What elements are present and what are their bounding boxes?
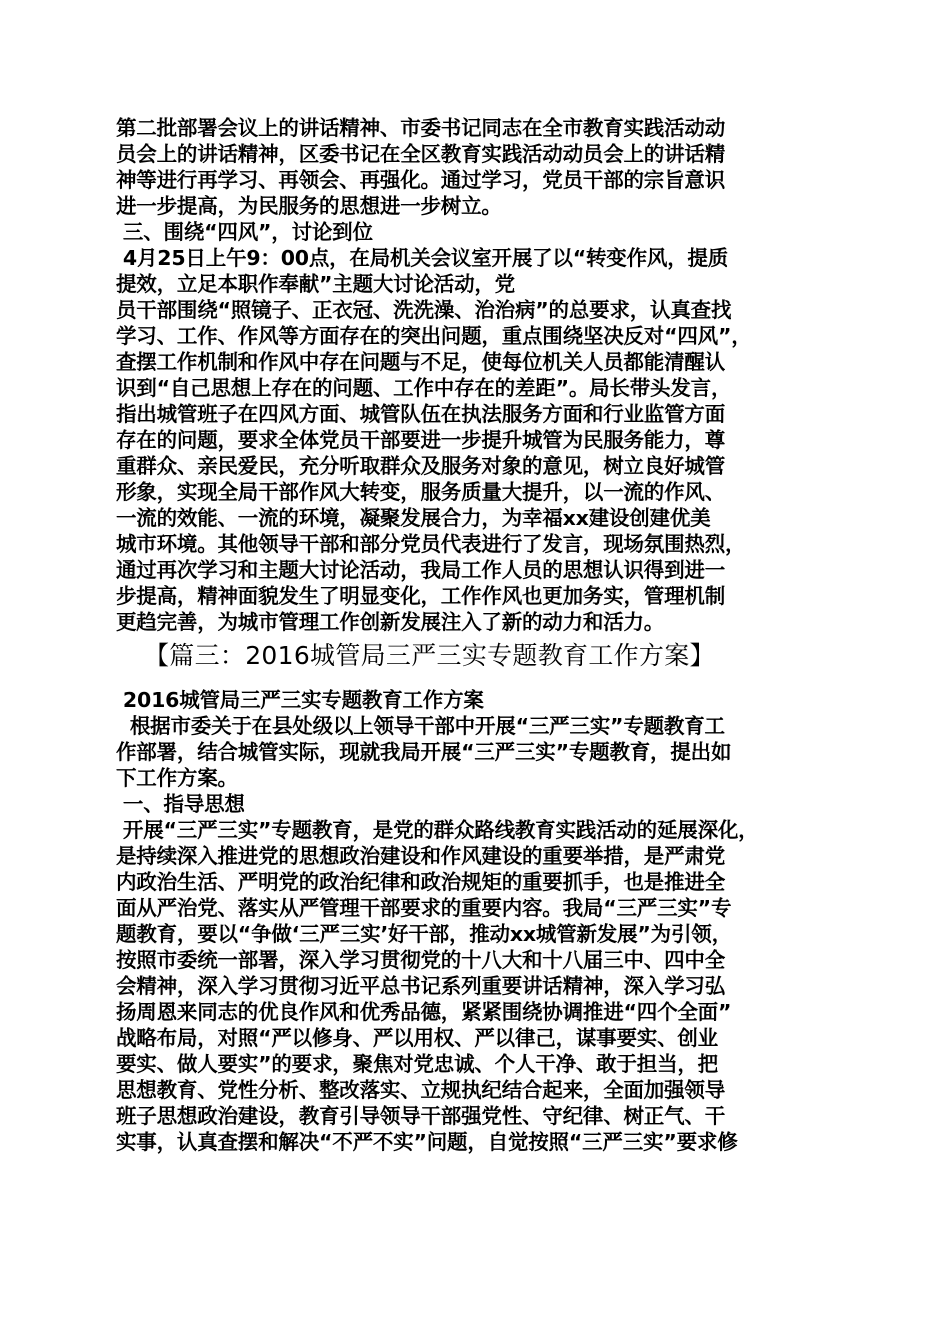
section3-heading: 三、围绕“四风”，讨论到位 bbox=[116, 220, 373, 244]
text-line: 提效，立足本职作奉献”主题大讨论活动，党 bbox=[116, 272, 515, 296]
text-line: 指出城管班子在四风方面、城管队伍在执法服务方面和行业监管方面 bbox=[116, 402, 725, 426]
text-line: 步提高，精神面貌发生了明显变化，工作作风也更加务实，管理机制 bbox=[116, 584, 725, 608]
text-line: 作部署，结合城管实际，现就我局开展“三严三实”专题教育，提出如 bbox=[116, 740, 732, 764]
text-line: 城市环境。其他领导干部和部分党员代表进行了发言，现场氛围热烈， bbox=[116, 532, 746, 556]
text-line: 一流的效能、一流的环境，凝聚发展合力，为幸福xx建设创建优美 bbox=[116, 506, 711, 530]
text-line: 通过再次学习和主题大讨论活动，我局工作人员的思想认识得到进一 bbox=[116, 558, 725, 582]
text-line: 战略布局，对照“严以修身、严以用权、严以律己，谋事要实、创业 bbox=[116, 1026, 718, 1050]
blank-line bbox=[116, 673, 841, 687]
text-line: 更趋完善，为城市管理工作创新发展注入了新的动力和活力。 bbox=[116, 610, 665, 634]
text-line: 要实、做人要实”的要求，聚焦对党忠诚、个人干净、敢于担当，把 bbox=[116, 1052, 718, 1076]
text-line: 员干部围绕“照镜子、正衣冠、洗洗澡、治治病”的总要求，认真查找 bbox=[116, 298, 732, 322]
document-body bbox=[116, 115, 841, 1155]
text-line: 第二批部署会议上的讲话精神、市委书记同志在全市教育实践活动动 bbox=[116, 116, 725, 140]
text-line: 会精神，深入学习贯彻习近平总书记系列重要讲话精神，深入学习弘 bbox=[116, 974, 725, 998]
text-line: 是持续深入推进党的思想政治建设和作风建设的重要举措，是严肃党 bbox=[116, 844, 725, 868]
text-line: 员会上的讲话精神，区委书记在全区教育实践活动动员会上的讲话精 bbox=[116, 142, 725, 166]
guiding-heading: 一、指导思想 bbox=[116, 792, 245, 816]
plan-title: 2016城管局三严三实专题教育工作方案 bbox=[116, 688, 484, 712]
part1-paragraph bbox=[116, 115, 841, 219]
text-line: 内政治生活、严明党的政治纪律和政治规矩的重要抓手，也是推进全 bbox=[116, 870, 725, 894]
text-line: 班子思想政治建设，教育引导领导干部强党性、守纪律、树正气、干 bbox=[116, 1104, 725, 1128]
guiding-paragraph bbox=[116, 817, 841, 1155]
text-line: 扬周恩来同志的优良作风和优秀品德，紧紧围绕协调推进“四个全面” bbox=[116, 1000, 732, 1024]
text-line: 根据市委关于在县处级以上领导干部中开展“三严三实”专题教育工 bbox=[116, 714, 725, 738]
section3-paragraph bbox=[116, 245, 841, 635]
text-line: 神等进行再学习、再领会、再强化。通过学习，党员干部的宗旨意识 bbox=[116, 168, 725, 192]
text-line: 进一步提高，为民服务的思想进一步树立。 bbox=[116, 194, 502, 218]
text-line: 4月25日上午9：00点，在局机关会议室开展了以“转变作风，提质 bbox=[116, 246, 729, 270]
text-line: 识到“自己思想上存在的问题、工作中存在的差距”。局长带头发言， bbox=[116, 376, 732, 400]
text-line: 存在的问题，要求全体党员干部要进一步提升城管为民服务能力，尊 bbox=[116, 428, 725, 452]
text-line: 学习、工作、作风等方面存在的突出问题，重点围绕坚决反对“四风”， bbox=[116, 324, 752, 348]
intro-paragraph bbox=[116, 713, 841, 791]
chapter-title: 【篇三：2016城管局三严三实专题教育工作方案】 bbox=[144, 641, 715, 670]
text-line: 实事，认真查摆和解决“不严不实”问题，自觉按照“三严三实”要求修 bbox=[116, 1130, 738, 1154]
text-line: 重群众、亲民爱民，充分听取群众及服务对象的意见，树立良好城管 bbox=[116, 454, 725, 478]
text-line: 思想教育、党性分析、整改落实、立规执纪结合起来，全面加强领导 bbox=[116, 1078, 725, 1102]
text-line: 开展“三严三实”专题教育，是党的群众路线教育实践活动的延展深化， bbox=[116, 818, 759, 842]
text-line: 面从严治党、落实从严管理干部要求的重要内容。我局“三严三实”专 bbox=[116, 896, 732, 920]
text-line: 查摆工作机制和作风中存在问题与不足，使每位机关人员都能清醒认 bbox=[116, 350, 725, 374]
text-line: 下工作方案。 bbox=[116, 766, 238, 790]
text-line: 题教育，要以“争做‘三严三实’好干部，推动xx城管新发展”为引领， bbox=[116, 922, 732, 946]
text-line: 形象，实现全局干部作风大转变，服务质量大提升，以一流的作风、 bbox=[116, 480, 725, 504]
text-line: 按照市委统一部署，深入学习贯彻党的十八大和十八届三中、四中全 bbox=[116, 948, 725, 972]
